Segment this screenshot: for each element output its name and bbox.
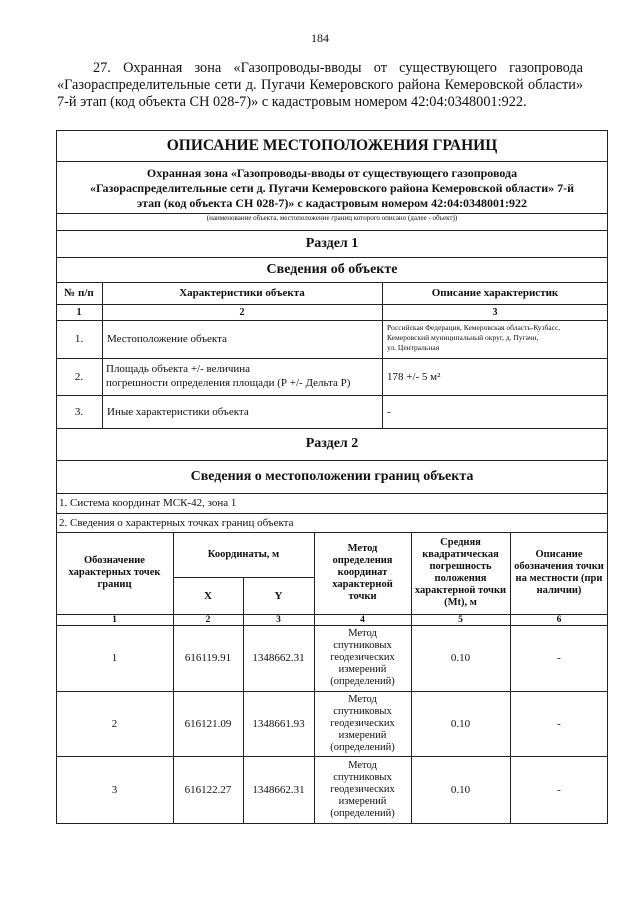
location-value: Российская Федерация, Кемеровская область-Кузбасс, Кемеровский муниципальный округ, д. Пугачи, ул. Центральная bbox=[387, 323, 561, 352]
rule bbox=[314, 532, 315, 823]
point-method: Метод спутниковых геодезических измерений (определений) bbox=[330, 693, 395, 753]
intro-paragraph: 27. Охранная зона «Газопроводы-вводы от существующего газопровода «Газораспределительные сети д. Пугачи Кемеровского района Кемеровской области» 7-й этап (код объекта СН 028-7)» с кадастровым номером 42:04:0348001:922. bbox=[57, 60, 583, 110]
rule bbox=[56, 823, 608, 824]
col-number: 2 bbox=[205, 614, 211, 625]
point-x: 616119.91 bbox=[184, 652, 232, 664]
header-description: Описание характеристик bbox=[431, 287, 559, 299]
col-number: 1 bbox=[76, 306, 82, 318]
col-number: 4 bbox=[360, 614, 365, 625]
points-caption: 2. Сведения о характерных точках границ объекта bbox=[59, 516, 294, 529]
point-y: 1348662.31 bbox=[252, 783, 305, 796]
header-number: № п/п bbox=[64, 287, 94, 299]
col-number: 5 bbox=[458, 614, 463, 625]
object-name-line-2: «Газораспределительные сети д. Пугачи Кемеровского района Кемеровской области» 7-й bbox=[89, 181, 575, 195]
header-x: X bbox=[204, 589, 212, 602]
point-method: Метод спутниковых геодезических измерений (определений) bbox=[330, 759, 395, 819]
point-method: Метод спутниковых геодезических измерений (определений) bbox=[330, 628, 395, 687]
point-x: 616122.27 bbox=[184, 783, 232, 796]
col-number: 1 bbox=[112, 614, 117, 625]
col-number: 6 bbox=[556, 614, 562, 625]
point-id: 1 bbox=[111, 652, 118, 664]
point-y: 1348661.93 bbox=[252, 717, 305, 730]
page-number: 184 bbox=[311, 31, 329, 45]
section2-subtitle: Сведения о местоположении границ объекта bbox=[190, 468, 474, 484]
header-y: Y bbox=[274, 589, 283, 602]
document-title: ОПИСАНИЕ МЕСТОПОЛОЖЕНИЯ ГРАНИЦ bbox=[166, 136, 498, 154]
point-id: 2 bbox=[111, 717, 118, 730]
col-number: 3 bbox=[492, 306, 498, 318]
point-y: 1348662.31 bbox=[252, 652, 305, 664]
col-number: 2 bbox=[239, 306, 245, 318]
point-error: 0.10 bbox=[450, 783, 471, 796]
section1-title: Раздел 1 bbox=[305, 235, 359, 251]
point-marker: - bbox=[557, 652, 561, 664]
area-value: 178 +/- 5 м² bbox=[387, 370, 441, 383]
row-number: 3. bbox=[74, 405, 84, 418]
point-marker: - bbox=[557, 717, 561, 730]
header-designation: Обозначение характерных точек границ bbox=[68, 555, 161, 590]
row-number: 2. bbox=[74, 370, 84, 383]
object-name-line-1: Охранная зона «Газопроводы-вводы от существующего газопровода bbox=[146, 166, 518, 180]
header-method: Метод определения координат характерной точки bbox=[332, 543, 393, 602]
point-marker: - bbox=[557, 783, 561, 796]
point-error: 0.10 bbox=[450, 717, 471, 730]
characteristic-area: Площадь объекта +/- величина погрешности определения площади (Р +/- Дельта Р) bbox=[106, 363, 351, 389]
rule bbox=[56, 161, 608, 162]
coordinate-system: 1. Система координат МСК-42, зона 1 bbox=[59, 497, 237, 509]
characteristic-other: Иные характеристики объекта bbox=[107, 405, 249, 418]
header-error: Средняя квадратическая погрешность положения характерной точки (Mt), м bbox=[414, 537, 507, 608]
section1-subtitle: Сведения об объекте bbox=[266, 261, 398, 277]
section2-title: Раздел 2 bbox=[305, 436, 359, 451]
other-value: - bbox=[387, 405, 391, 418]
header-coordinates: Координаты, м bbox=[207, 549, 280, 560]
col-number: 3 bbox=[276, 614, 281, 625]
point-id: 3 bbox=[111, 783, 118, 796]
header-characteristic: Характеристики объекта bbox=[179, 287, 305, 299]
point-x: 616121.09 bbox=[184, 717, 232, 730]
object-name-line-3: этап (код объекта СН 028-7)» с кадастровым номером 42:04:0348001:922 bbox=[136, 196, 528, 210]
header-marker: Описание обозначения точки на местности (при наличии) bbox=[514, 549, 604, 596]
object-caption: (наименование объекта, местоположение границ которого описано (далее - объект)) bbox=[206, 214, 458, 222]
row-number: 1. bbox=[74, 333, 84, 345]
point-error: 0.10 bbox=[450, 652, 471, 664]
characteristic-location: Местоположение объекта bbox=[107, 333, 227, 345]
